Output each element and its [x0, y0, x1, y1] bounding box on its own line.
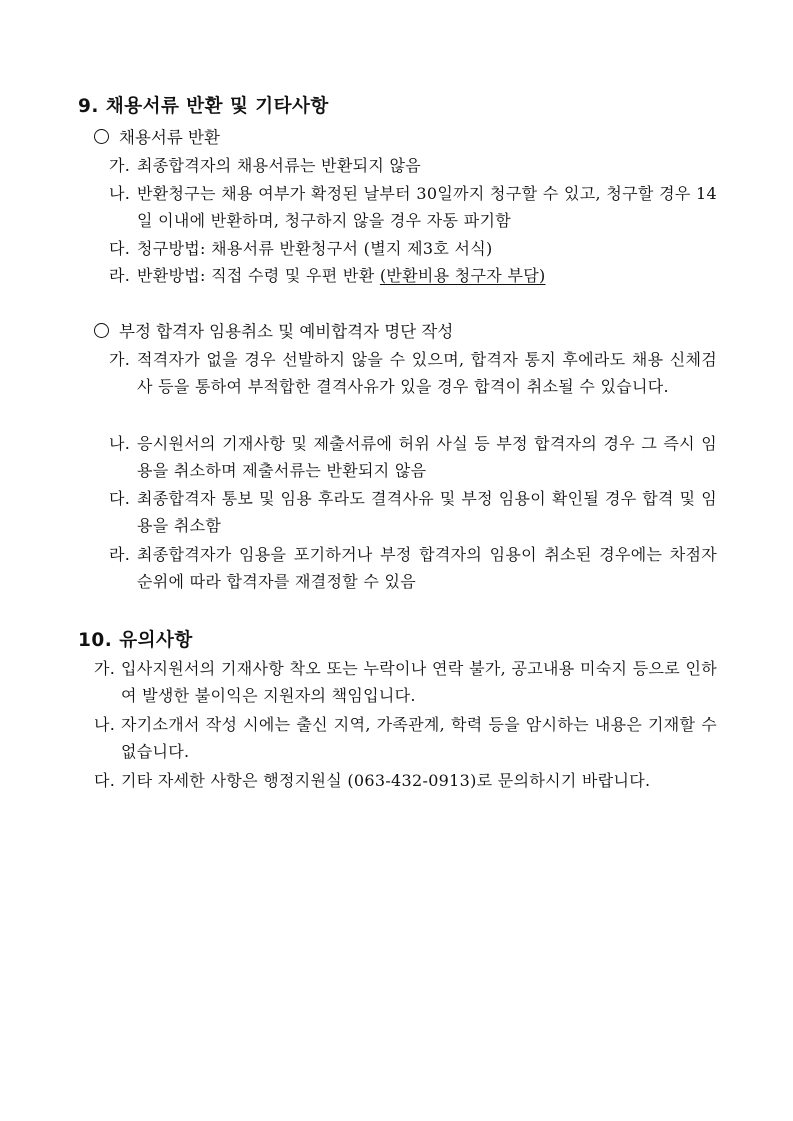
item-label: 가. [94, 659, 116, 678]
item-label: 나. [94, 715, 116, 734]
list-item [109, 485, 717, 539]
item-underlined-text: (반환비용 청구자 부담) [379, 266, 546, 285]
list-item [109, 430, 717, 484]
hollow-circle-bullet-icon [94, 323, 109, 338]
item-label: 다. [94, 771, 116, 790]
list-item [109, 235, 717, 262]
item-text: 반환방법: 직접 수령 및 우편 반환 [137, 266, 380, 285]
item-text: 적격자가 없을 경우 선발하지 않을 수 있으며, 합격자 통지 후에라도 채용 신체검사 등을 통하여 부적합한 결격사유가 있을 경우 합격이 취소될 수 있습니다. [137, 350, 717, 396]
item-label: 라. [109, 545, 131, 564]
item-text: 청구방법: 채용서류 반환청구서 (별지 제3호 서식) [137, 239, 493, 258]
hollow-circle-bullet-icon [94, 129, 109, 144]
item-text: 최종합격자가 임용을 포기하거나 부정 합격자의 임용이 취소된 경우에는 차점자 순위에 따라 합격자를 재결정할 수 있음 [137, 545, 717, 591]
list-item [109, 152, 717, 179]
item-text: 반환청구는 채용 여부가 확정된 날부터 30일까지 청구할 수 있고, 청구할 경우 14일 이내에 반환하며, 청구하지 않을 경우 자동 파기함 [137, 184, 717, 230]
subsection-heading-text: 부정 합격자 임용취소 및 예비합격자 명단 작성 [119, 322, 454, 341]
item-label: 다. [109, 489, 131, 508]
section-10-title: 10. 유의사항 [78, 630, 193, 651]
item-text: 응시원서의 기재사항 및 제출서류에 허위 사실 등 부정 합격자의 경우 그 즉시 임용을 취소하며 제출서류는 반환되지 않음 [137, 434, 717, 480]
subsection-heading-text: 채용서류 반환 [119, 128, 220, 147]
list-item [109, 541, 717, 595]
list-item [94, 655, 717, 709]
item-label: 가. [109, 350, 131, 369]
item-text: 입사지원서의 기재사항 착오 또는 누락이나 연락 불가, 공고내용 미숙지 등으로 인하여 발생한 불이익은 지원자의 책임입니다. [121, 659, 717, 705]
item-label: 다. [109, 239, 131, 258]
item-text: 최종합격자 통보 및 임용 후라도 결격사유 및 부정 임용이 확인될 경우 합격 및 임용을 취소함 [137, 489, 717, 535]
item-label: 나. [109, 434, 131, 453]
item-label: 가. [109, 156, 131, 175]
list-item [94, 711, 717, 765]
item-text: 기타 자세한 사항은 행정지원실 (063-432-0913)로 문의하시기 바랍니다. [121, 771, 651, 790]
item-text: 최종합격자의 채용서류는 반환되지 않음 [137, 156, 422, 175]
item-label: 나. [109, 184, 131, 203]
subsection-document-return-heading [94, 124, 220, 148]
list-item [94, 767, 717, 794]
section-9-title: 9. 채용서류 반환 및 기타사항 [78, 96, 329, 117]
item-text: 자기소개서 작성 시에는 출신 지역, 가족관계, 학력 등을 암시하는 내용은 기재할 수 없습니다. [121, 715, 717, 761]
item-label: 라. [109, 266, 131, 285]
list-item [109, 262, 717, 289]
list-item [109, 346, 717, 400]
subsection-cancellation-heading [94, 318, 453, 342]
list-item [109, 180, 717, 234]
